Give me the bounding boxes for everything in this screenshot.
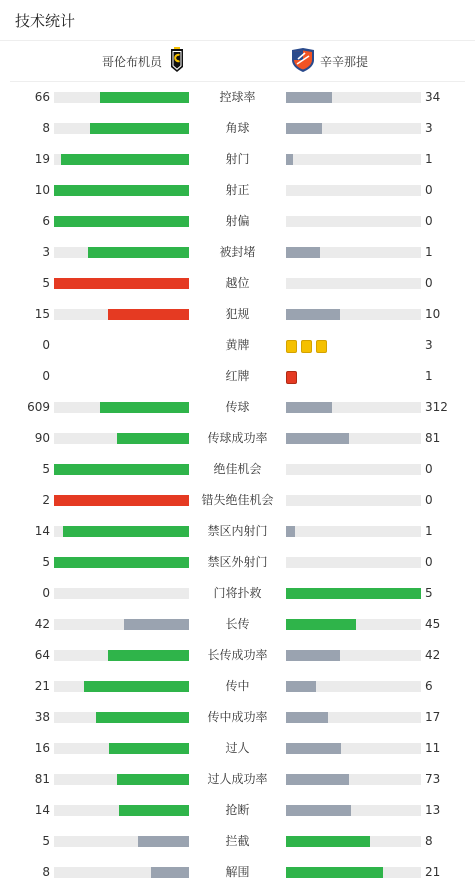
away-stat-value: 312 xyxy=(425,400,448,414)
away-stat-value: 21 xyxy=(425,865,441,879)
away-stat-value: 0 xyxy=(425,214,433,228)
away-stat-value: 5 xyxy=(425,586,433,600)
away-stat-bar-fill xyxy=(286,92,332,103)
away-stat-bar xyxy=(286,185,421,196)
home-stat-bar xyxy=(54,681,189,692)
stat-row xyxy=(0,795,475,826)
home-stat-value: 3 xyxy=(42,245,50,259)
away-stat-bar xyxy=(286,619,421,630)
stat-label: 拦截 xyxy=(225,834,250,848)
home-stat-bar-fill xyxy=(151,867,189,878)
away-stat-bar xyxy=(286,805,421,816)
stat-row xyxy=(0,392,475,423)
stat-row xyxy=(0,671,475,702)
away-stat-bar xyxy=(286,247,421,258)
home-stat-bar-fill xyxy=(54,278,189,289)
home-stat-bar xyxy=(54,867,189,878)
home-stat-value: 5 xyxy=(42,276,50,290)
away-stat-value: 34 xyxy=(425,90,441,104)
home-stat-value: 42 xyxy=(34,617,50,631)
stat-label: 绝佳机会 xyxy=(213,462,262,476)
home-stat-value: 6 xyxy=(42,214,50,228)
away-card-indicators xyxy=(286,340,327,353)
home-stat-bar xyxy=(54,774,189,785)
home-stat-value: 14 xyxy=(34,524,50,538)
stat-label: 传球 xyxy=(225,400,250,414)
stat-label: 传球成功率 xyxy=(207,431,268,445)
away-stat-bar xyxy=(286,743,421,754)
away-stat-bar-fill xyxy=(286,588,421,599)
stat-label: 禁区外射门 xyxy=(207,555,268,569)
home-stat-bar-fill xyxy=(88,247,189,258)
home-stat-bar-fill xyxy=(54,495,189,506)
home-stat-value: 21 xyxy=(34,679,50,693)
away-stat-bar-fill xyxy=(286,774,349,785)
away-stat-value: 8 xyxy=(425,834,433,848)
away-stat-bar-fill xyxy=(286,650,340,661)
home-stat-value: 66 xyxy=(34,90,50,104)
away-stat-bar xyxy=(286,712,421,723)
stat-row xyxy=(0,702,475,733)
away-stat-bar xyxy=(286,92,421,103)
home-stat-bar xyxy=(54,402,189,413)
away-stat-bar-fill xyxy=(286,836,370,847)
red-card-icon xyxy=(286,371,297,384)
home-stat-bar xyxy=(54,836,189,847)
yellow-card-icon xyxy=(316,340,327,353)
home-stat-bar-fill xyxy=(63,526,189,537)
home-stat-bar-fill xyxy=(117,433,189,444)
home-stat-bar xyxy=(54,123,189,134)
away-stat-bar xyxy=(286,867,421,878)
away-stat-value: 3 xyxy=(425,338,433,352)
home-stat-bar xyxy=(54,712,189,723)
home-stat-bar-fill xyxy=(54,185,189,196)
home-stat-bar xyxy=(54,526,189,537)
stat-label: 黄牌 xyxy=(225,338,250,352)
stat-row xyxy=(0,609,475,640)
stat-label: 角球 xyxy=(225,121,250,135)
away-stat-bar xyxy=(286,526,421,537)
stat-row xyxy=(0,454,475,485)
away-stat-bar-fill xyxy=(286,743,341,754)
away-stat-value: 81 xyxy=(425,431,441,445)
stat-row xyxy=(0,516,475,547)
home-team[interactable] xyxy=(102,48,184,74)
away-stat-value: 11 xyxy=(425,741,441,755)
away-stat-bar xyxy=(286,402,421,413)
home-stat-bar xyxy=(54,619,189,630)
stat-row xyxy=(0,330,475,361)
away-stat-bar xyxy=(286,774,421,785)
home-stat-value: 5 xyxy=(42,555,50,569)
home-stat-bar-fill xyxy=(100,92,189,103)
stat-label: 解围 xyxy=(225,865,250,879)
away-stat-value: 1 xyxy=(425,369,433,383)
away-stat-bar-fill xyxy=(286,402,332,413)
away-stat-bar xyxy=(286,557,421,568)
home-stat-bar-fill xyxy=(100,402,189,413)
home-stat-bar xyxy=(54,805,189,816)
stat-row xyxy=(0,485,475,516)
stat-row xyxy=(0,547,475,578)
stat-row xyxy=(0,764,475,795)
home-stat-bar-fill xyxy=(138,836,189,847)
stat-row xyxy=(0,578,475,609)
stat-label: 禁区内射门 xyxy=(207,524,268,538)
home-stat-bar-fill xyxy=(61,154,189,165)
home-stat-value: 0 xyxy=(42,338,50,352)
stat-label: 传中 xyxy=(225,679,250,693)
home-stat-bar xyxy=(54,650,189,661)
stat-label: 被封堵 xyxy=(219,245,256,259)
home-stat-value: 64 xyxy=(34,648,50,662)
home-stat-bar-fill xyxy=(119,805,189,816)
away-stat-bar xyxy=(286,154,421,165)
stat-row xyxy=(0,733,475,764)
home-stat-value: 19 xyxy=(34,152,50,166)
stat-row xyxy=(0,299,475,330)
yellow-card-icon xyxy=(286,340,297,353)
away-stat-value: 3 xyxy=(425,121,433,135)
home-stat-value: 5 xyxy=(42,462,50,476)
home-stat-value: 16 xyxy=(34,741,50,755)
stat-row xyxy=(0,361,475,392)
away-stat-bar xyxy=(286,278,421,289)
home-stat-bar-fill xyxy=(108,309,189,320)
stat-row xyxy=(0,144,475,175)
stat-label: 射偏 xyxy=(225,214,250,228)
home-stat-bar-fill xyxy=(124,619,189,630)
away-stat-bar xyxy=(286,650,421,661)
away-stat-bar-fill xyxy=(286,526,295,537)
away-stat-value: 42 xyxy=(425,648,441,662)
away-stat-value: 0 xyxy=(425,183,433,197)
away-stat-bar-fill xyxy=(286,867,383,878)
home-stat-bar xyxy=(54,216,189,227)
home-stat-bar-fill xyxy=(54,464,189,475)
home-stat-bar xyxy=(54,495,189,506)
fc-cincinnati-crest-icon xyxy=(291,47,315,76)
away-team-name: 辛辛那提 xyxy=(320,54,369,69)
away-team[interactable] xyxy=(291,48,368,74)
home-stat-bar-fill xyxy=(109,743,189,754)
home-team-name: 哥伦布机员 xyxy=(102,54,163,69)
home-stat-value: 0 xyxy=(42,586,50,600)
home-stat-bar-fill xyxy=(108,650,189,661)
stat-row xyxy=(0,237,475,268)
home-stat-bar-fill xyxy=(90,123,189,134)
away-stat-bar xyxy=(286,433,421,444)
away-stat-bar-fill xyxy=(286,681,316,692)
home-stat-value: 10 xyxy=(34,183,50,197)
away-card-indicators xyxy=(286,371,297,384)
stat-label: 抢断 xyxy=(225,803,250,817)
home-stat-bar xyxy=(54,464,189,475)
away-stat-value: 1 xyxy=(425,152,433,166)
stat-row xyxy=(0,82,475,113)
stat-row xyxy=(0,206,475,237)
away-stat-value: 0 xyxy=(425,555,433,569)
divider xyxy=(0,40,475,41)
section-title: 技术统计 xyxy=(15,12,76,30)
away-stat-bar-fill xyxy=(286,619,356,630)
home-stat-value: 609 xyxy=(27,400,50,414)
away-stat-bar xyxy=(286,588,421,599)
home-stat-value: 8 xyxy=(42,121,50,135)
home-stat-bar xyxy=(54,557,189,568)
home-stat-bar-fill xyxy=(117,774,189,785)
home-stat-bar xyxy=(54,185,189,196)
home-stat-value: 81 xyxy=(34,772,50,786)
away-stat-bar xyxy=(286,309,421,320)
away-stat-bar-fill xyxy=(286,712,328,723)
stat-label: 越位 xyxy=(225,276,250,290)
away-stat-value: 1 xyxy=(425,245,433,259)
away-stat-bar xyxy=(286,123,421,134)
away-stat-bar xyxy=(286,495,421,506)
stat-label: 传中成功率 xyxy=(207,710,268,724)
stat-row xyxy=(0,857,475,888)
stat-label: 过人成功率 xyxy=(207,772,268,786)
home-stat-value: 0 xyxy=(42,369,50,383)
home-stat-value: 38 xyxy=(34,710,50,724)
home-stat-bar-fill xyxy=(96,712,189,723)
home-stat-value: 14 xyxy=(34,803,50,817)
stat-label: 错失绝佳机会 xyxy=(201,493,274,507)
home-stat-bar xyxy=(54,247,189,258)
away-stat-bar xyxy=(286,681,421,692)
stat-label: 射正 xyxy=(225,183,250,197)
away-stat-bar-fill xyxy=(286,154,293,165)
home-stat-value: 8 xyxy=(42,865,50,879)
away-stat-value: 0 xyxy=(425,462,433,476)
stat-label: 过人 xyxy=(225,741,250,755)
stat-label: 控球率 xyxy=(219,90,256,104)
home-stat-bar-fill xyxy=(54,216,189,227)
home-stat-value: 5 xyxy=(42,834,50,848)
away-stat-value: 45 xyxy=(425,617,441,631)
columbus-crew-crest-icon xyxy=(170,47,184,76)
home-stat-bar xyxy=(54,588,189,599)
home-stat-value: 90 xyxy=(34,431,50,445)
away-stat-value: 0 xyxy=(425,276,433,290)
away-stat-bar-fill xyxy=(286,247,320,258)
stat-label: 红牌 xyxy=(225,369,250,383)
home-stat-bar xyxy=(54,278,189,289)
away-stat-value: 10 xyxy=(425,307,441,321)
home-stat-bar xyxy=(54,92,189,103)
away-stat-bar-fill xyxy=(286,433,349,444)
home-stat-bar xyxy=(54,154,189,165)
stat-row xyxy=(0,423,475,454)
stat-label: 长传成功率 xyxy=(207,648,268,662)
stat-row xyxy=(0,113,475,144)
stat-row xyxy=(0,826,475,857)
home-stat-bar xyxy=(54,309,189,320)
away-stat-bar-fill xyxy=(286,309,340,320)
away-stat-value: 0 xyxy=(425,493,433,507)
yellow-card-icon xyxy=(301,340,312,353)
away-stat-bar-fill xyxy=(286,123,322,134)
home-stat-bar-fill xyxy=(54,557,189,568)
stat-row xyxy=(0,268,475,299)
away-stat-bar xyxy=(286,216,421,227)
away-stat-value: 1 xyxy=(425,524,433,538)
stat-label: 长传 xyxy=(225,617,250,631)
away-stat-bar xyxy=(286,836,421,847)
stat-label: 犯规 xyxy=(225,307,250,321)
stat-row xyxy=(0,640,475,671)
home-stat-bar xyxy=(54,743,189,754)
stat-label: 门将扑救 xyxy=(213,586,262,600)
away-stat-value: 6 xyxy=(425,679,433,693)
away-stat-bar xyxy=(286,464,421,475)
stat-label: 射门 xyxy=(225,152,250,166)
stat-row xyxy=(0,175,475,206)
stats-list xyxy=(0,82,475,888)
home-stat-value: 2 xyxy=(42,493,50,507)
away-stat-value: 17 xyxy=(425,710,441,724)
home-stat-value: 15 xyxy=(34,307,50,321)
away-stat-bar-fill xyxy=(286,805,351,816)
home-stat-bar-fill xyxy=(84,681,189,692)
away-stat-value: 73 xyxy=(425,772,441,786)
away-stat-value: 13 xyxy=(425,803,441,817)
home-stat-bar xyxy=(54,433,189,444)
